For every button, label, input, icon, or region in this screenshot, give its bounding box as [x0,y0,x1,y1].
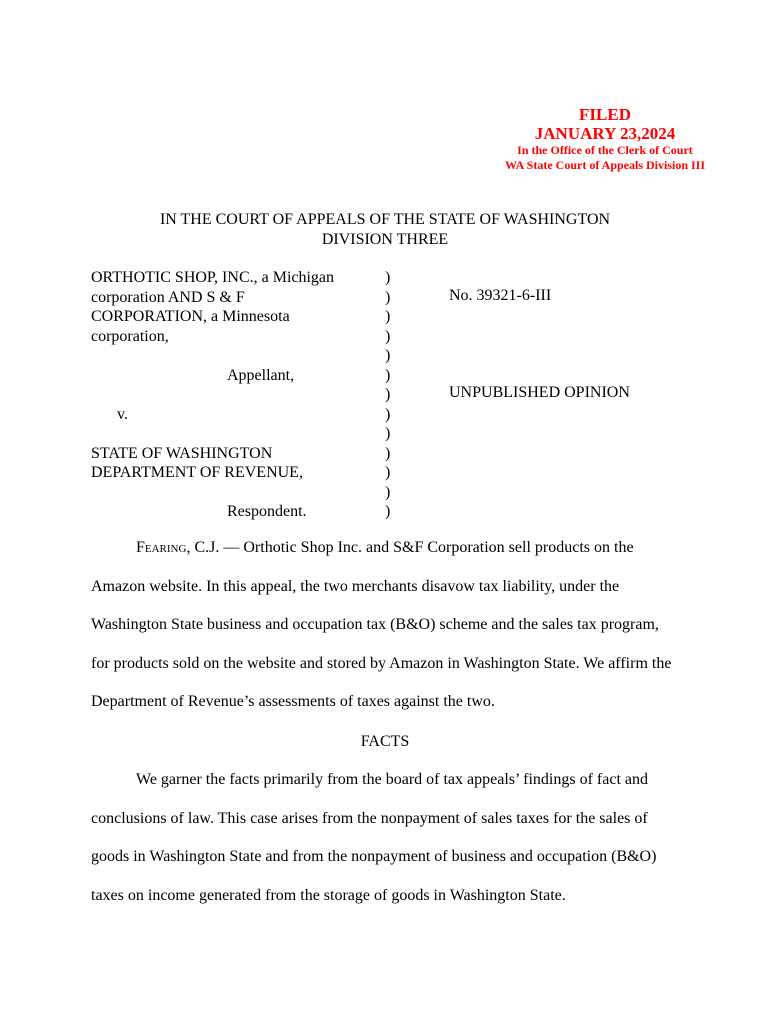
paren: ) [385,347,391,364]
filed-date: JANUARY 23,2024 [534,124,676,143]
court-division: WA State Court of Appeals Division III [504,158,706,172]
paragraph-text: We garner the facts primarily from the board of tax appeals’ findings of fact and conclusions of law. This case arises from the nonpayment of sales taxes for the sales of goods in Washington State and from the nonpayment of business and occupation (B&O) taxes on income generated from the storage of goods in Washington State. [91,771,657,904]
court-name: IN THE COURT OF APPEALS OF THE STATE OF WASHINGTON [159,211,611,228]
respondent-role: Respondent. [227,503,307,520]
versus: v. [117,405,128,423]
paragraph-text: — Orthotic Shop Inc. and S&F Corporation sell products on the Amazon website. In this appeal, the two merchants disavow tax liability, under the Washington State business and occupation tax (B&O) scheme and the sales tax program, for products sold on the website and stored by Amazon in Washington State. We affirm the Department of Revenue’s assessments of taxes against the two. [91,539,672,711]
opinion-paragraph-1 [91,529,681,722]
paren: ) [385,269,391,286]
paren: ) [385,444,391,462]
paren: ) [385,386,391,403]
paren: ) [385,366,391,384]
judge-name: Fearing, C.J. [136,539,220,556]
case-number: No. 39321-6-III [449,287,552,304]
paren: ) [385,308,391,325]
division-name: DIVISION THREE [321,231,449,248]
appellant-line: CORPORATION, a Minnesota [91,308,290,325]
filed-label: FILED [579,105,631,124]
paren: ) [385,288,391,306]
filing-stamp [470,105,740,173]
paren: ) [385,327,391,345]
section-heading-facts: FACTS [360,733,410,750]
appellant-line: corporation AND S & F [91,288,245,306]
court-heading [0,210,770,250]
respondent-line: STATE OF WASHINGTON [91,444,273,462]
paren: ) [385,425,391,442]
paren: ) [385,405,391,423]
appellant-role: Appellant, [227,366,295,384]
case-caption-parties [91,268,381,522]
appellant-line: corporation, [91,327,169,345]
respondent-line: DEPARTMENT OF REVENUE, [91,464,303,481]
paren: ) [385,464,391,481]
paren: ) [385,483,391,501]
clerk-office: In the Office of the Clerk of Court [517,143,693,157]
appellant-line: ORTHOTIC SHOP, INC., a Michigan [91,269,335,286]
paren: ) [385,503,391,520]
opinion-paragraph-2 [91,761,681,915]
opinion-type: UNPUBLISHED OPINION [449,384,630,401]
caption-divider [385,268,390,522]
